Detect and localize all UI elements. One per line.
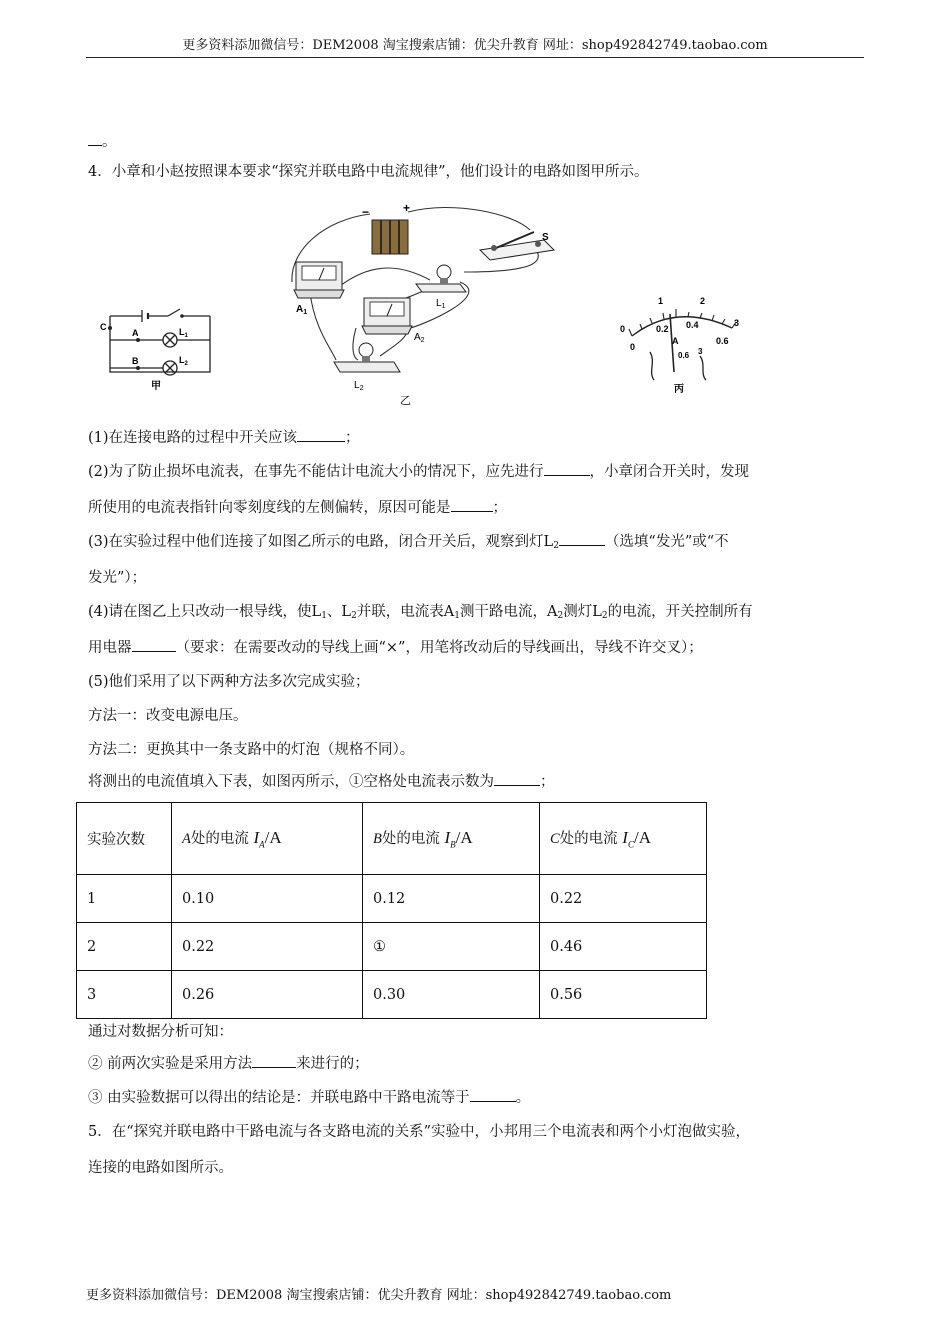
bottom-scale-0.4: 0.4 bbox=[686, 320, 699, 330]
circuit-wire bbox=[110, 316, 210, 372]
label-l2: $L_2$ bbox=[179, 355, 188, 367]
caption-bing: 丙 bbox=[674, 384, 684, 395]
method-2: 方法二：更换其中一条支路中的灯泡（规格不同）。 bbox=[88, 742, 415, 758]
page-footer: 更多资料添加微信号：DEM2008 淘宝搜索店铺：优尖升教育 网址：shop492842749.taobao.com bbox=[86, 1288, 672, 1303]
text: 处的电流 bbox=[190, 831, 249, 848]
text: L bbox=[543, 534, 554, 550]
label-s: S bbox=[542, 232, 549, 243]
text: ② 前两次实验是采用方法 bbox=[88, 1056, 253, 1072]
header-divider bbox=[86, 57, 864, 58]
text: （选填“发光”或“不 bbox=[604, 534, 729, 550]
answer-blank[interactable] bbox=[494, 785, 540, 786]
answer-blank[interactable] bbox=[470, 1101, 516, 1102]
answer-blank[interactable] bbox=[544, 475, 590, 476]
text: 。 bbox=[102, 134, 117, 150]
text: 1 bbox=[321, 611, 327, 621]
ammeter-a1-icon bbox=[294, 262, 344, 298]
question-5-line-2: 连接的电路如图所示。 bbox=[88, 1160, 233, 1176]
text: I bbox=[253, 828, 260, 848]
junction-dot bbox=[136, 366, 140, 370]
text: I bbox=[444, 828, 451, 848]
question-4-intro: 4．小章和小赵按照课本要求“探究并联电路中电流规律”，他们设计的电路如图甲所示。 bbox=[88, 164, 649, 180]
lamp-l1-icon bbox=[416, 265, 466, 292]
question-part-3-line-1 bbox=[88, 532, 729, 556]
table-row bbox=[77, 875, 707, 923]
question-part-4-line-1 bbox=[88, 602, 753, 626]
table-header-row bbox=[77, 803, 707, 875]
table-row bbox=[77, 971, 707, 1019]
table-row bbox=[77, 923, 707, 971]
text: 测干路电流， bbox=[460, 604, 548, 620]
text: /A bbox=[264, 828, 282, 848]
label-l1: $L_1$ bbox=[436, 298, 446, 310]
text: C bbox=[550, 831, 560, 848]
text: L bbox=[311, 604, 322, 620]
junction-dot bbox=[136, 338, 140, 342]
continuation-line bbox=[88, 132, 117, 152]
table-cell: 0.22 bbox=[172, 923, 363, 971]
header-current-b bbox=[363, 803, 540, 875]
text: B bbox=[373, 831, 382, 848]
text: 测灯 bbox=[563, 604, 593, 620]
page-header: 更多资料添加微信号：DEM2008 淘宝搜索店铺：优尖升教育 网址：shop492842749.taobao.com bbox=[182, 38, 768, 53]
text: 2 bbox=[557, 611, 564, 621]
text: 处的电流 bbox=[381, 831, 440, 848]
terminal-0.6: 0.6 bbox=[678, 351, 690, 360]
wire bbox=[340, 268, 430, 286]
text: B bbox=[450, 839, 456, 850]
question-5-line-1: 5．在“探究并联电路中干路电流与各支路电流的关系”实验中，小邦用三个电流表和两个小灯泡做实验， bbox=[88, 1124, 751, 1140]
method-1: 方法一：改变电源电压。 bbox=[88, 708, 248, 724]
label-b: B bbox=[132, 356, 139, 366]
battery-plus-label: + bbox=[403, 201, 411, 215]
table-cell[interactable]: ① bbox=[363, 923, 540, 971]
answer-blank[interactable] bbox=[451, 511, 493, 512]
text: 2 bbox=[601, 611, 608, 621]
text: (1)在连接电路的过程中开关应该 bbox=[88, 430, 298, 446]
label-a1: $A_1$ bbox=[296, 304, 308, 316]
table-cell: 3 bbox=[77, 971, 172, 1019]
caption-yi: 乙 bbox=[400, 395, 411, 407]
table-cell: 2 bbox=[77, 923, 172, 971]
symbol bbox=[253, 828, 282, 850]
table-cell: 0.22 bbox=[540, 875, 707, 923]
figure-yi-physical-circuit bbox=[284, 200, 560, 410]
bottom-scale-0.6: 0.6 bbox=[716, 336, 729, 346]
table-cell: 1 bbox=[77, 875, 172, 923]
answer-blank[interactable] bbox=[297, 441, 345, 442]
figure-jia-circuit bbox=[98, 296, 216, 392]
header-current-a bbox=[172, 803, 363, 875]
label-l2: $L_2$ bbox=[354, 380, 364, 392]
table-cell: 0.30 bbox=[363, 971, 540, 1019]
terminal-3: 3 bbox=[698, 347, 703, 356]
table-instruction bbox=[88, 772, 555, 792]
label-l1: $L_1$ bbox=[179, 327, 188, 339]
text: 。 bbox=[515, 1090, 531, 1106]
dial-arc bbox=[632, 317, 732, 336]
text: ； bbox=[492, 500, 507, 516]
text: I bbox=[622, 828, 628, 848]
text: ③ 由实验数据可以得出的结论是：并联电路中干路电流等于 bbox=[88, 1090, 470, 1106]
table-cell: 0.46 bbox=[540, 923, 707, 971]
answer-blank[interactable] bbox=[252, 1067, 296, 1068]
switch-blade bbox=[168, 309, 180, 316]
text: （要求：在需要改动的导线上画“×”，用笔将改动后的导线画出，导线不许交叉）； bbox=[175, 640, 703, 656]
text: 并联，电流表 bbox=[356, 604, 444, 620]
text: /A bbox=[633, 828, 651, 848]
text: 来进行的； bbox=[296, 1056, 369, 1072]
text: ，小章闭合开关时，发现 bbox=[589, 464, 750, 480]
question-part-4-line-2 bbox=[88, 638, 703, 658]
caption-jia: 甲 bbox=[151, 381, 161, 392]
answer-blank[interactable] bbox=[559, 545, 605, 546]
table-cell: 0.26 bbox=[172, 971, 363, 1019]
question-part-2-line-1 bbox=[88, 462, 749, 482]
header-trial-count: 实验次数 bbox=[77, 803, 172, 875]
question-part-2-line-2 bbox=[88, 498, 507, 518]
text: L bbox=[341, 604, 352, 620]
label-c: C bbox=[100, 322, 107, 332]
table-cell: 0.10 bbox=[172, 875, 363, 923]
analysis-intro: 通过对数据分析可知： bbox=[88, 1024, 233, 1040]
answer-blank[interactable] bbox=[88, 145, 102, 146]
text: /A bbox=[455, 828, 473, 848]
header-current-c bbox=[540, 803, 707, 875]
text: A bbox=[443, 604, 455, 620]
text: 所使用的电流表指针向零刻度线的左侧偏转，原因可能是 bbox=[88, 500, 451, 516]
bottom-scale-0: 0 bbox=[630, 342, 636, 352]
wire bbox=[310, 292, 336, 360]
ammeter-a2-icon bbox=[362, 298, 412, 334]
dial-unit: A bbox=[672, 336, 679, 346]
text: ； bbox=[345, 430, 360, 446]
question-part-3-line-2: 发光”）； bbox=[88, 570, 147, 586]
lamp-l2-icon bbox=[334, 343, 400, 372]
text: L bbox=[592, 604, 602, 620]
text: (4)请在图乙上只改动一根导线，使 bbox=[88, 604, 312, 620]
text: 2 bbox=[553, 541, 559, 551]
symbol bbox=[622, 828, 651, 850]
junction-dot bbox=[108, 326, 112, 330]
label-a: A bbox=[132, 328, 139, 338]
symbol bbox=[444, 828, 473, 850]
top-scale-2: 2 bbox=[700, 296, 706, 306]
wire bbox=[408, 207, 530, 230]
text: ； bbox=[540, 774, 555, 790]
label-a2: $A_2$ bbox=[414, 332, 425, 344]
battery-minus-label: − bbox=[362, 205, 370, 219]
text: 将测出的电流值填入下表，如图丙所示，①空格处电流表示数为 bbox=[88, 774, 494, 790]
analysis-item-3 bbox=[88, 1088, 530, 1108]
text: A bbox=[547, 604, 558, 620]
text: A bbox=[259, 839, 265, 850]
text: C bbox=[627, 839, 634, 850]
bottom-scale-0.2: 0.2 bbox=[656, 324, 669, 334]
battery-icon bbox=[372, 220, 408, 254]
question-part-1 bbox=[88, 428, 360, 448]
question-part-5: (5)他们采用了以下两种方法多次完成实验； bbox=[88, 674, 370, 690]
wire bbox=[353, 328, 358, 360]
text: 1 bbox=[454, 611, 461, 621]
answer-blank[interactable] bbox=[132, 651, 176, 652]
text: 用电器 bbox=[88, 640, 132, 656]
text: 的电流，开关控制所有 bbox=[607, 604, 753, 620]
text: A bbox=[182, 831, 191, 848]
text: (2)为了防止损坏电流表，在事先不能估计电流大小的情况下，应先进行 bbox=[88, 464, 544, 480]
current-data-table bbox=[76, 802, 707, 1019]
table-cell: 0.12 bbox=[363, 875, 540, 923]
analysis-item-2 bbox=[88, 1054, 369, 1074]
text: 、 bbox=[326, 604, 342, 620]
switch-contact bbox=[180, 314, 184, 318]
figure-bing-ammeter-dial bbox=[612, 292, 752, 398]
text: (3)在实验过程中他们连接了如图乙所示的电路，闭合开关后，观察到灯 bbox=[88, 534, 544, 550]
top-scale-3: 3 bbox=[734, 318, 740, 328]
text: 处的电流 bbox=[559, 831, 618, 848]
text: 2 bbox=[351, 611, 357, 621]
table-cell: 0.56 bbox=[540, 971, 707, 1019]
top-scale-1: 1 bbox=[658, 296, 664, 306]
top-scale-0: 0 bbox=[620, 324, 626, 334]
